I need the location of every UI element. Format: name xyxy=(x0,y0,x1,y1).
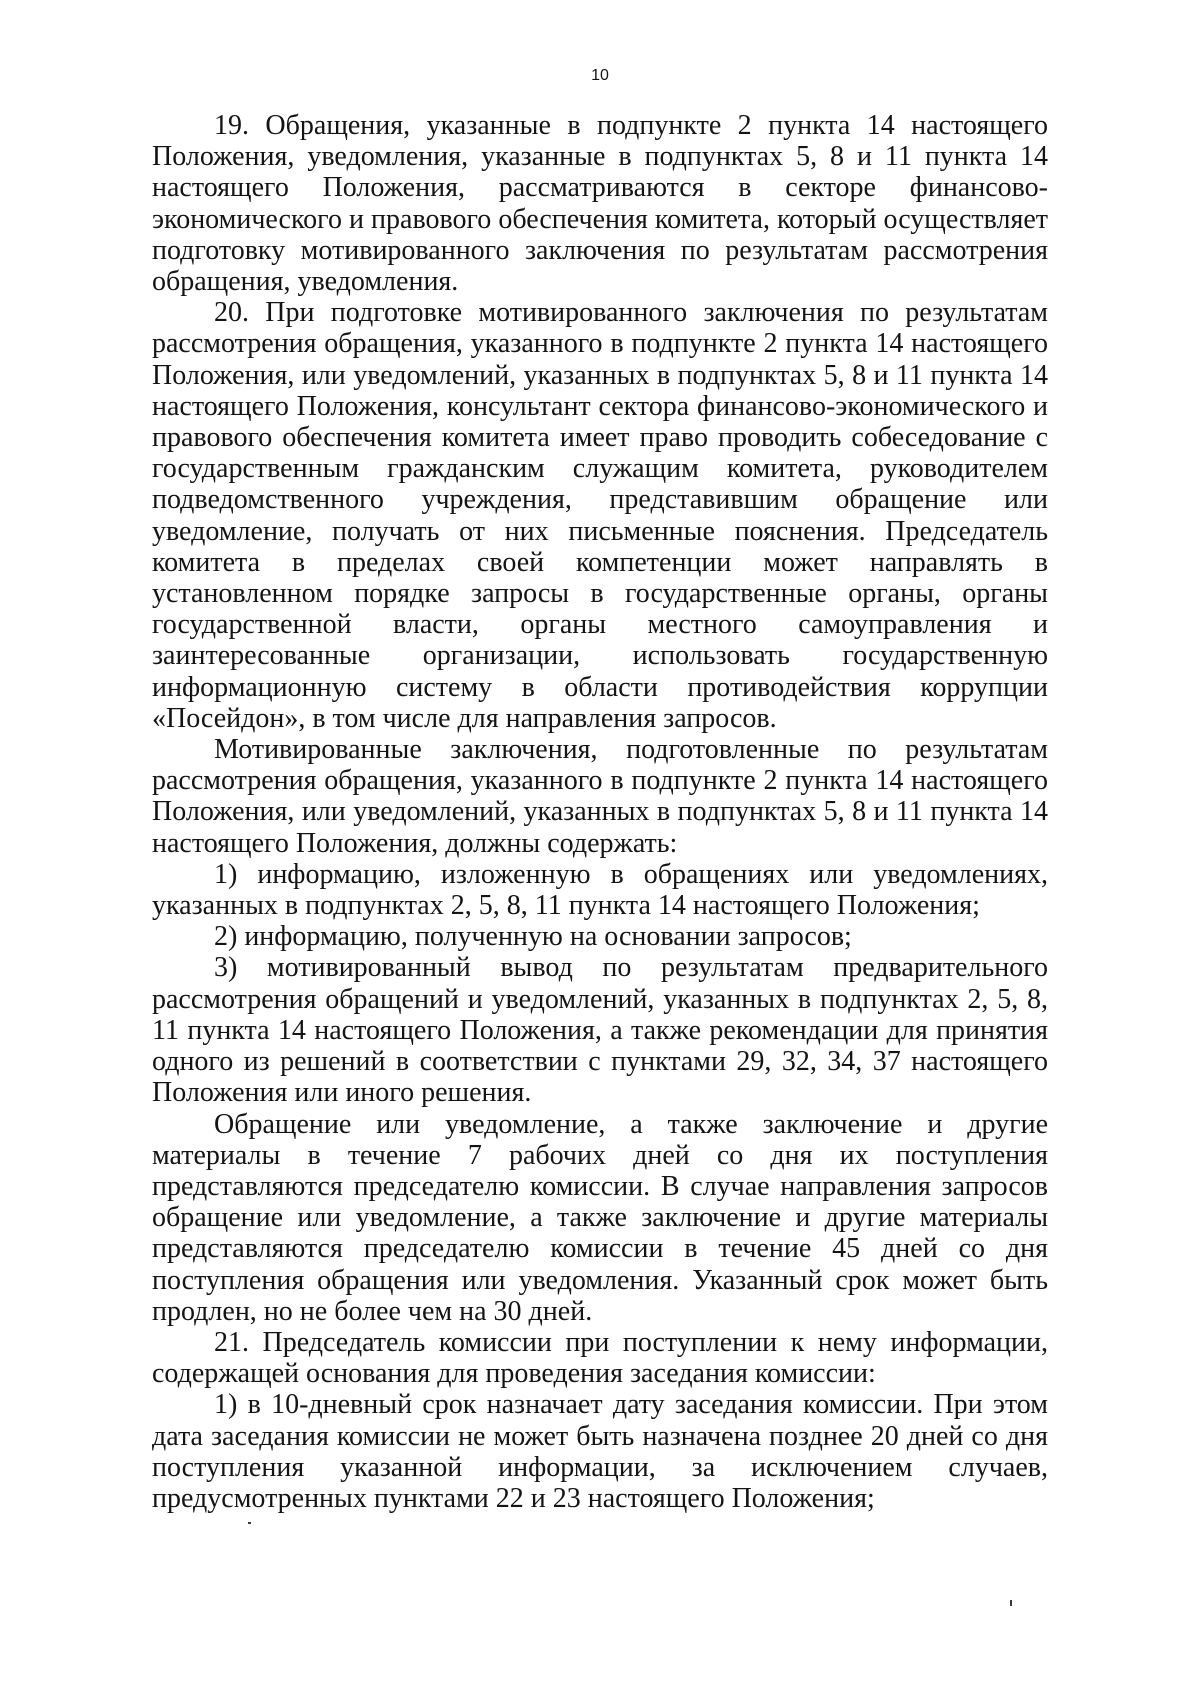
paragraph-conclusion-contents: Мотивированные заключения, подготовленные по результатам рассмотрения обращения, указанного в подпункте 2 пункта 14 настоящего Положения, или уведомлений, указанных в подпунктах 5, 8 и 11 пункта 14 настоящего Положения, должны содержать: xyxy=(152,734,1048,859)
paragraph-deadlines: Обращение или уведомление, а также заключение и другие материалы в течение 7 рабочих дней со дня их поступления представляются председателю комиссии. В случае направления запросов обращение или уведомление, а также заключение и другие материалы представляются председателю комиссии в течение 45 дней со дня поступления обращения или уведомления. Указанный срок может быть продлен, но не более чем на 30 дней. xyxy=(152,1108,1048,1327)
paragraph-19: 19. Обращения, указанные в подпункте 2 пункта 14 настоящего Положения, уведомления, указанные в подпунктах 5, 8 и 11 пункта 14 настоящего Положения, рассматриваются в секторе финансово-экономического и правового обеспечения комитета, который осуществляет подготовку мотивированного заключения по результатам рассмотрения обращения, уведомления. xyxy=(152,110,1048,298)
paragraph-21-item-1: 1) в 10-дневный срок назначает дату заседания комиссии. При этом дата заседания комиссии не может быть назначена позднее 20 дней со дня поступления указанной информации, за исключением случаев, предусмотренных пунктами 22 и 23 настоящего Положения; xyxy=(152,1389,1048,1514)
paragraph-20: 20. При подготовке мотивированного заключения по результатам рассмотрения обращения, указанного в подпункте 2 пункта 14 настоящего Положения, или уведомлений, указанных в подпунктах 5, 8 и 11 пункта 14 настоящего Положения, консультант сектора финансово-экономического и правового обеспечения комитета имеет право проводить собеседование с государственным гражданским служащим комитета, руководителем подведомственного учреждения, представившим обращение или уведомление, получать от них письменные пояснения. Председатель комитета в пределах своей компетенции может направлять в установленном порядке запросы в государственные органы, органы государственной власти, органы местного самоуправления и заинтересованные организации, использовать государственную информационную систему в области противодействия коррупции «Посейдон», в том числе для направления запросов. xyxy=(152,297,1048,734)
document-body xyxy=(152,110,1048,1514)
paragraph-21: 21. Председатель комиссии при поступлении к нему информации, содержащей основания для проведения заседания комиссии: xyxy=(152,1326,1048,1390)
scan-speck xyxy=(1010,1600,1012,1606)
list-item-2: 2) информацию, полученную на основании запросов; xyxy=(214,921,852,953)
page-number: 10 xyxy=(591,67,609,84)
list-item-1: 1) информацию, изложенную в обращениях или уведомлениях, указанных в подпунктах 2, 5, 8, 11 пункта 14 настоящего Положения; xyxy=(152,858,1048,922)
list-item-3: 3) мотивированный вывод по результатам предварительного рассмотрения обращений и уведомлений, указанных в подпунктах 2, 5, 8, 11 пункта 14 настоящего Положения, а также рекомендации для принятия одного из решений в соответствии с пунктами 29, 32, 34, 37 настоящего Положения или иного решения. xyxy=(152,952,1048,1109)
scan-speck xyxy=(248,1522,251,1524)
